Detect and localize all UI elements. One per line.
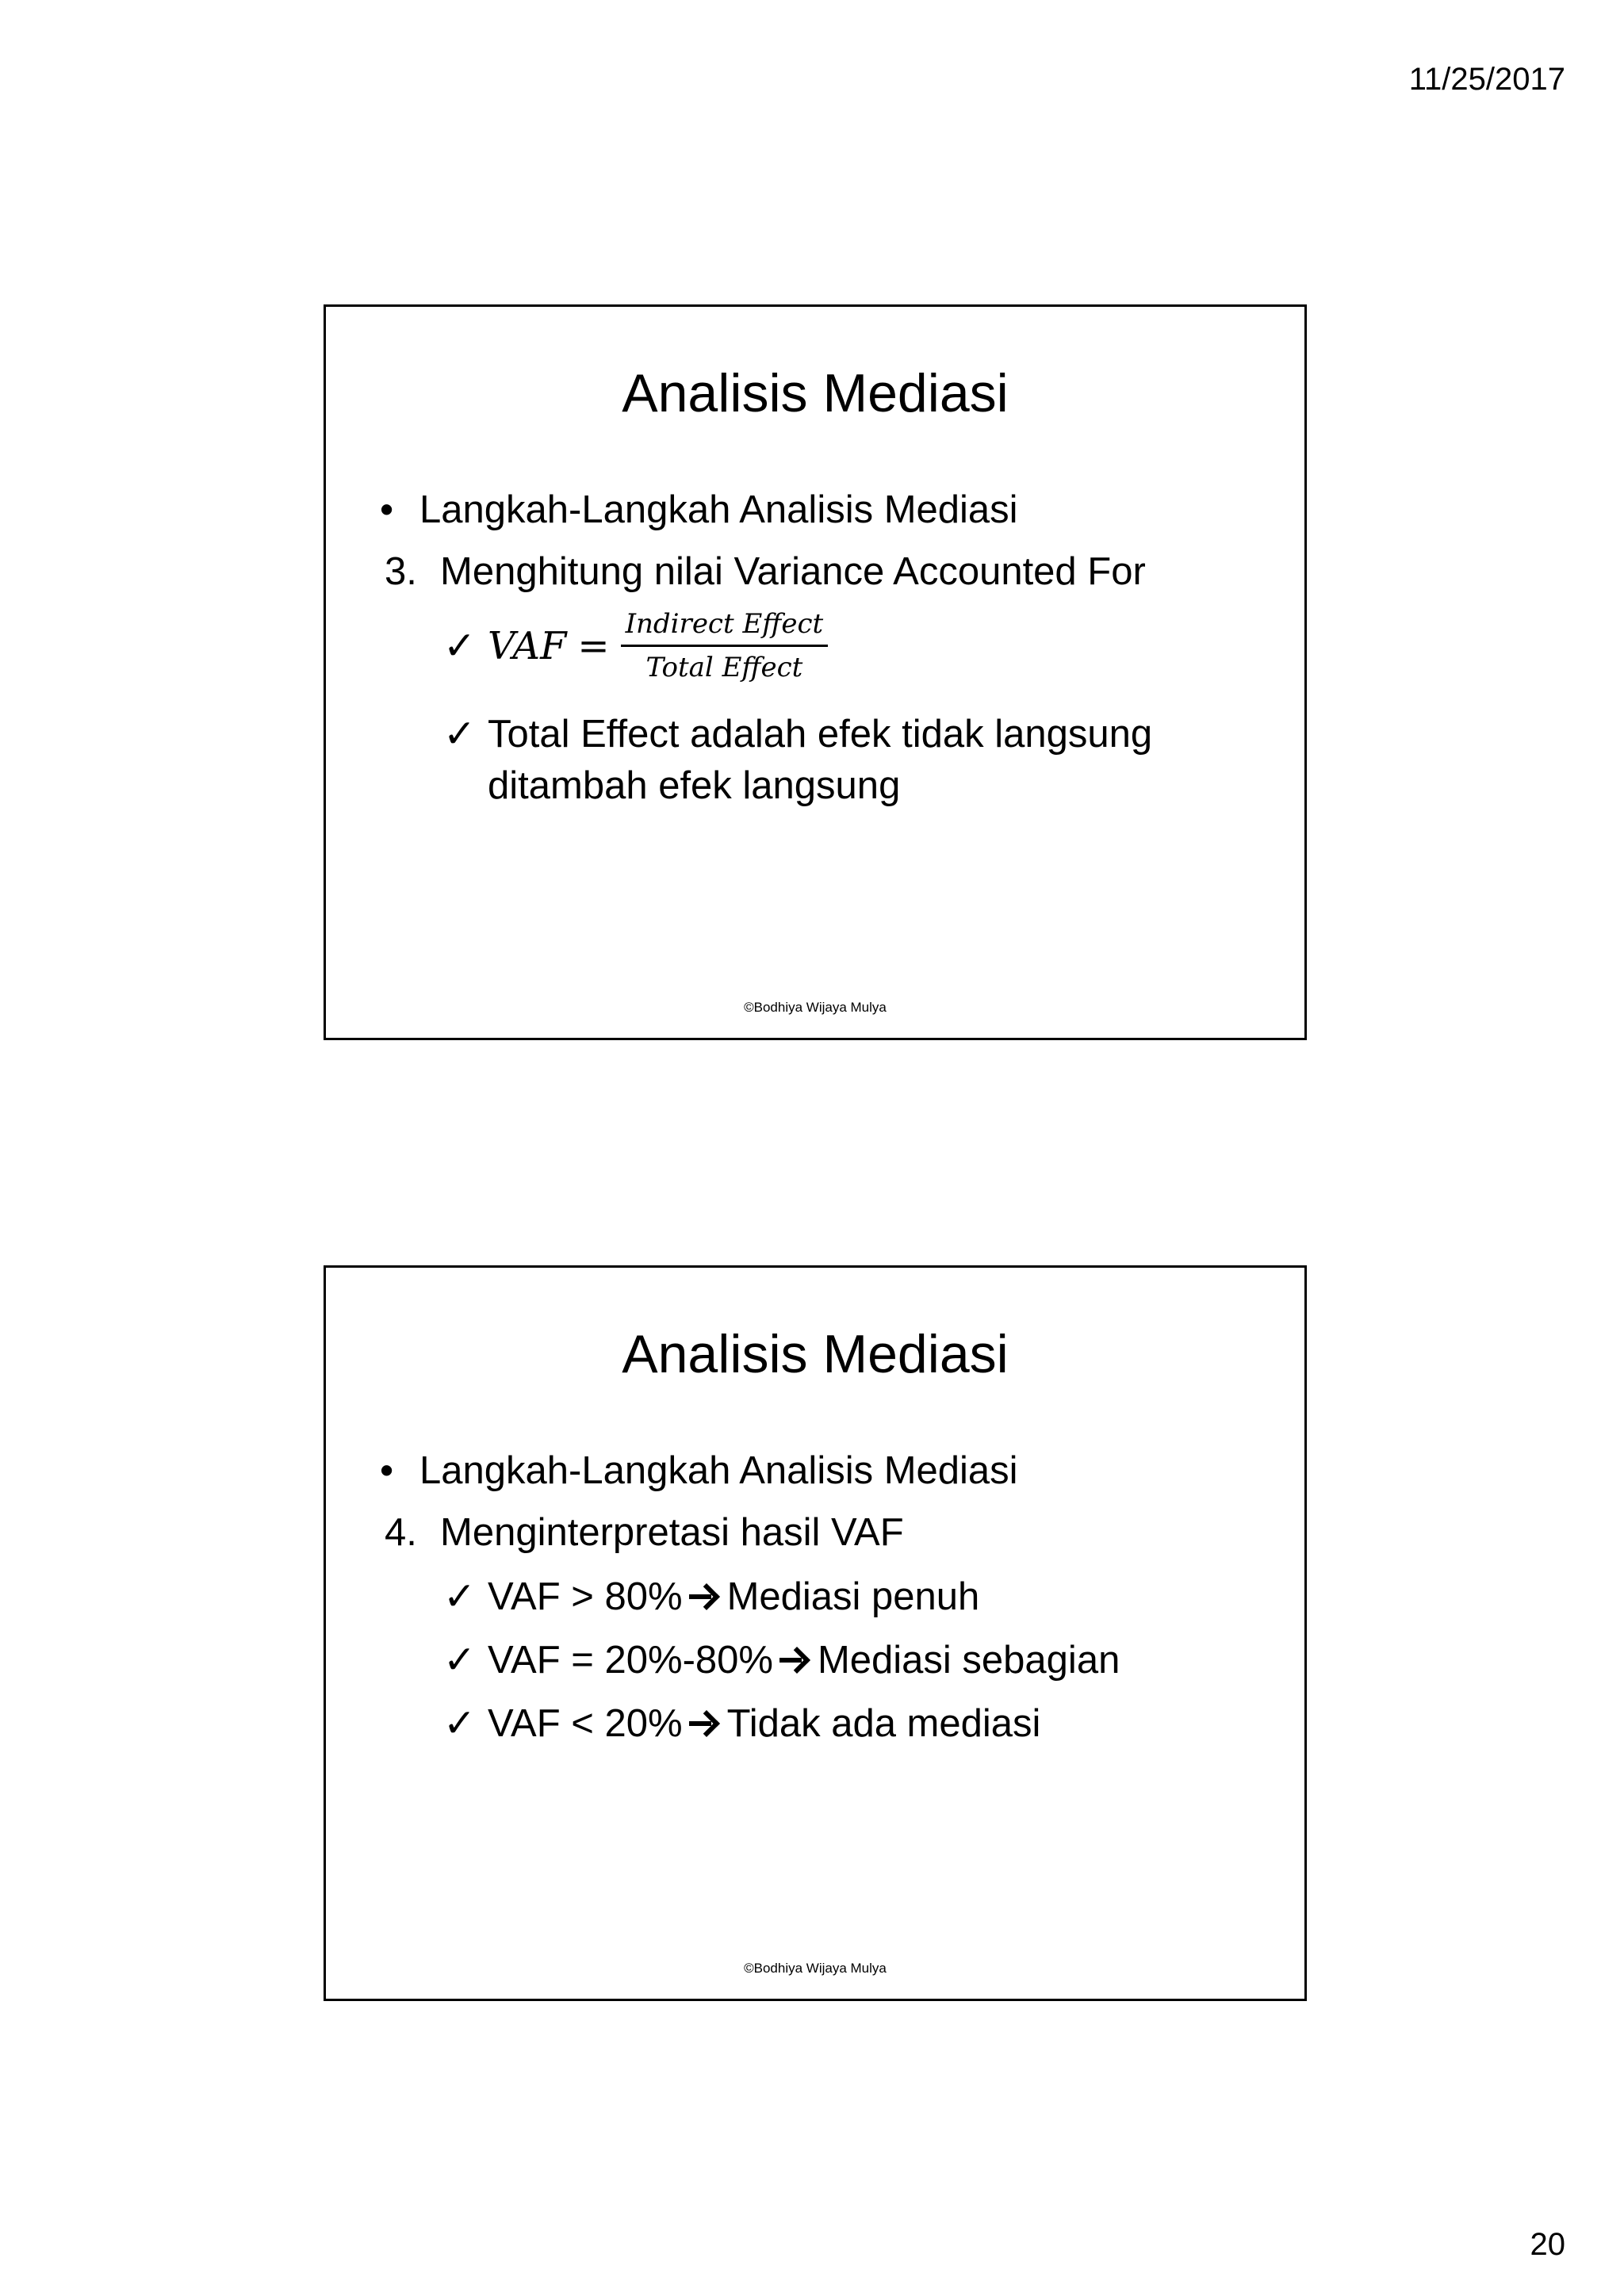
bullet-item [380,1448,1018,1493]
vaf-result: Tidak ada mediasi [726,1702,1041,1745]
check-item [443,1574,979,1619]
check-item [443,1637,1120,1682]
check-item [443,711,1152,756]
formula-equals: = [577,623,610,668]
slide-title: Analisis Mediasi [622,363,1009,423]
check-icon: ✓ [443,625,477,668]
step-item [385,1510,904,1555]
arrow-right-icon [779,1644,811,1676]
arrow-right-icon [689,1708,721,1739]
formula-fraction [621,608,829,683]
step-text: Menginterpretasi hasil VAF [440,1511,904,1554]
vaf-condition: VAF = 20%-80% [488,1639,773,1682]
check-item [443,1701,1040,1746]
step-text: Menghitung nilai Variance Accounted For [440,550,1146,593]
vaf-condition: VAF < 20% [488,1702,683,1745]
step-number: 4. [385,1511,417,1554]
formula-denominator: Total Effect [645,652,803,683]
formula-lhs: VAF [488,623,567,668]
formula-numerator: Indirect Effect [625,608,824,640]
vaf-result: Mediasi sebagian [817,1639,1120,1682]
slide-title: Analisis Mediasi [622,1324,1009,1384]
page-number: 20 [1530,2227,1565,2262]
check-item-continuation [488,763,900,808]
fraction-bar [621,645,829,647]
slide-copyright: ©Bodhiya Wijaya Mulya [744,1961,887,1976]
check-icon: ✓ [443,713,477,756]
vaf-result: Mediasi penuh [726,1575,980,1618]
check-icon: ✓ [443,1702,477,1745]
page-date: 11/25/2017 [1408,62,1565,97]
bullet-icon: • [380,488,394,531]
arrow-right-icon [689,1581,721,1613]
step-item [385,549,1146,594]
vaf-condition: VAF > 80% [488,1575,683,1618]
bullet-item [380,488,1018,532]
slide-1 [324,304,1307,1040]
check-text: Total Effect adalah efek tidak langsung [488,713,1153,756]
bullet-text: Langkah-Langkah Analisis Mediasi [419,1449,1018,1492]
bullet-icon: • [380,1449,394,1492]
check-text: ditambah efek langsung [488,764,901,807]
bullet-text: Langkah-Langkah Analisis Mediasi [419,488,1018,531]
check-icon: ✓ [443,1575,477,1618]
slide-2 [324,1265,1307,2001]
slide-copyright: ©Bodhiya Wijaya Mulya [744,1000,887,1015]
step-number: 3. [385,550,417,593]
vaf-formula [443,608,828,683]
check-icon: ✓ [443,1639,477,1682]
